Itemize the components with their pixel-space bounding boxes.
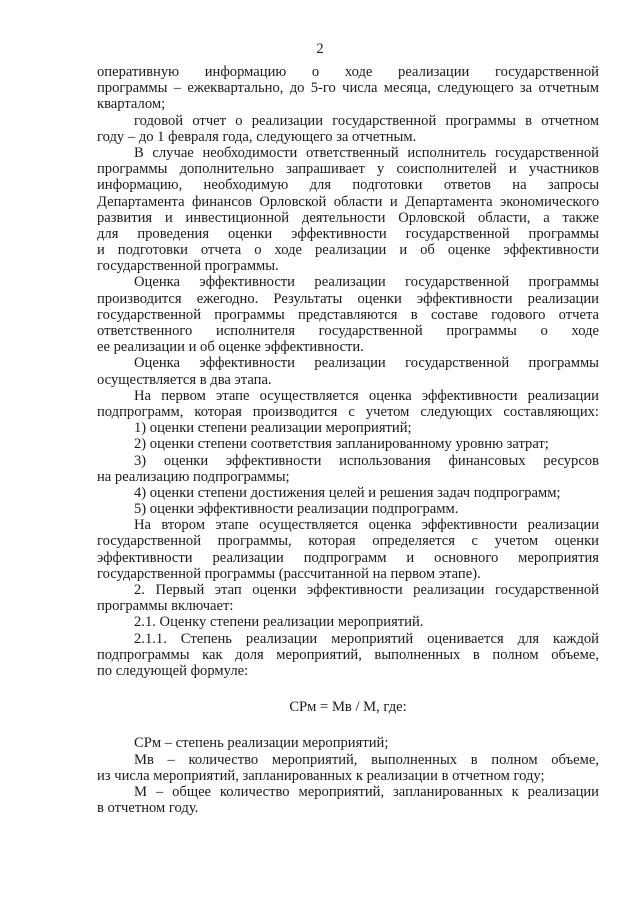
text-line: ее реализации и об оценке эффективности. xyxy=(97,339,364,356)
text-line: На первом этапе осуществляется оценка эффективности реализации xyxy=(134,387,599,404)
text-line: программы – ежеквартально, до 5-го числа месяца, следующего за отчетным xyxy=(97,80,599,97)
text-line: кварталом; xyxy=(97,96,166,113)
text-line: программы дополнительно запрашивает у соисполнителей и участников xyxy=(97,161,599,178)
text-line: производится ежегодно. Результаты оценки эффективности реализации xyxy=(97,290,599,307)
subsection-heading: 2.1. Оценку степени реализации мероприятий. xyxy=(134,614,424,631)
page-number: 2 xyxy=(316,41,324,57)
text-line: по следующей формуле: xyxy=(97,662,249,679)
spacer xyxy=(97,715,599,735)
text-line: На втором этапе осуществляется оценка эффективности реализации xyxy=(134,517,599,534)
text-line: В случае необходимости ответственный исполнитель государственной xyxy=(134,144,599,161)
section-heading: 2. Первый этап оценки эффективности реализации государственной xyxy=(134,582,599,598)
text-line: Оценка эффективности реализации государственной программы xyxy=(134,274,599,291)
text-line: на реализацию подпрограммы; xyxy=(97,468,290,485)
text-line: ответственного исполнителя государственной программы о ходе xyxy=(97,323,599,339)
text-line: государственной программы (рассчитанной на первом этапе). xyxy=(97,565,481,582)
text-line: государственной программы. xyxy=(97,258,279,275)
formula-legend-item: СРм – степень реализации мероприятий; xyxy=(134,735,389,752)
list-item: 4) оценки степени достижения целей и решения задач подпрограмм; xyxy=(134,484,561,501)
text-line: подпрограммы как доля мероприятий, выполненных в полном объеме, xyxy=(97,646,599,663)
text-line: оперативную информацию о ходе реализации государственной xyxy=(97,64,599,80)
text-line: государственной программы, которая определяется с учетом оценки xyxy=(97,533,599,550)
spacer xyxy=(97,679,599,699)
text-line: году – до 1 февраля года, следующего за отчетным. xyxy=(97,128,417,145)
formula: СРм = Мв / М, где: xyxy=(289,699,407,716)
text-line: из числа мероприятий, запланированных к реализации в отчетном году; xyxy=(97,767,545,784)
text-line: подпрограмм, которая производится с учетом следующих составляющих: xyxy=(97,403,599,420)
formula-legend-item: М – общее количество мероприятий, запланированных к реализации xyxy=(134,783,599,800)
text-line: развития и инвестиционной деятельности Орловской области, а также xyxy=(97,209,599,226)
list-item: 5) оценки эффективности реализации подпрограмм. xyxy=(134,501,459,518)
text-line: для проведения оценки эффективности государственной программы xyxy=(97,225,599,242)
text-line: эффективности реализации подпрограмм и основного мероприятия xyxy=(97,549,599,566)
formula-legend-item: Мв – количество мероприятий, выполненных в полном объеме, xyxy=(134,751,599,768)
list-item: 2) оценки степени соответствия запланированному уровню затрат; xyxy=(134,436,549,453)
text-line: государственной программы представляются в составе годового отчета xyxy=(97,306,599,323)
list-item: 1) оценки степени реализации мероприятий; xyxy=(134,420,412,437)
text-line: Оценка эффективности реализации государственной программы xyxy=(134,355,599,372)
text-line: осуществляется в два этапа. xyxy=(97,371,272,388)
text-line: и подготовки отчета о ходе реализации и об оценке эффективности xyxy=(97,242,599,259)
body-text xyxy=(97,64,599,816)
text-line: Департамента финансов Орловской области и Департамента экономического xyxy=(97,193,599,210)
text-line: программы включает: xyxy=(97,598,234,615)
text-line: информацию, необходимую для подготовки ответов на запросы xyxy=(97,177,599,194)
list-item: 3) оценки эффективности использования финансовых ресурсов xyxy=(134,452,599,469)
text-line: годовой отчет о реализации государственной программы в отчетном xyxy=(134,112,599,129)
text-line: в отчетном году. xyxy=(97,800,199,817)
text-line: 2.1.1. Степень реализации мероприятий оценивается для каждой xyxy=(134,630,599,647)
